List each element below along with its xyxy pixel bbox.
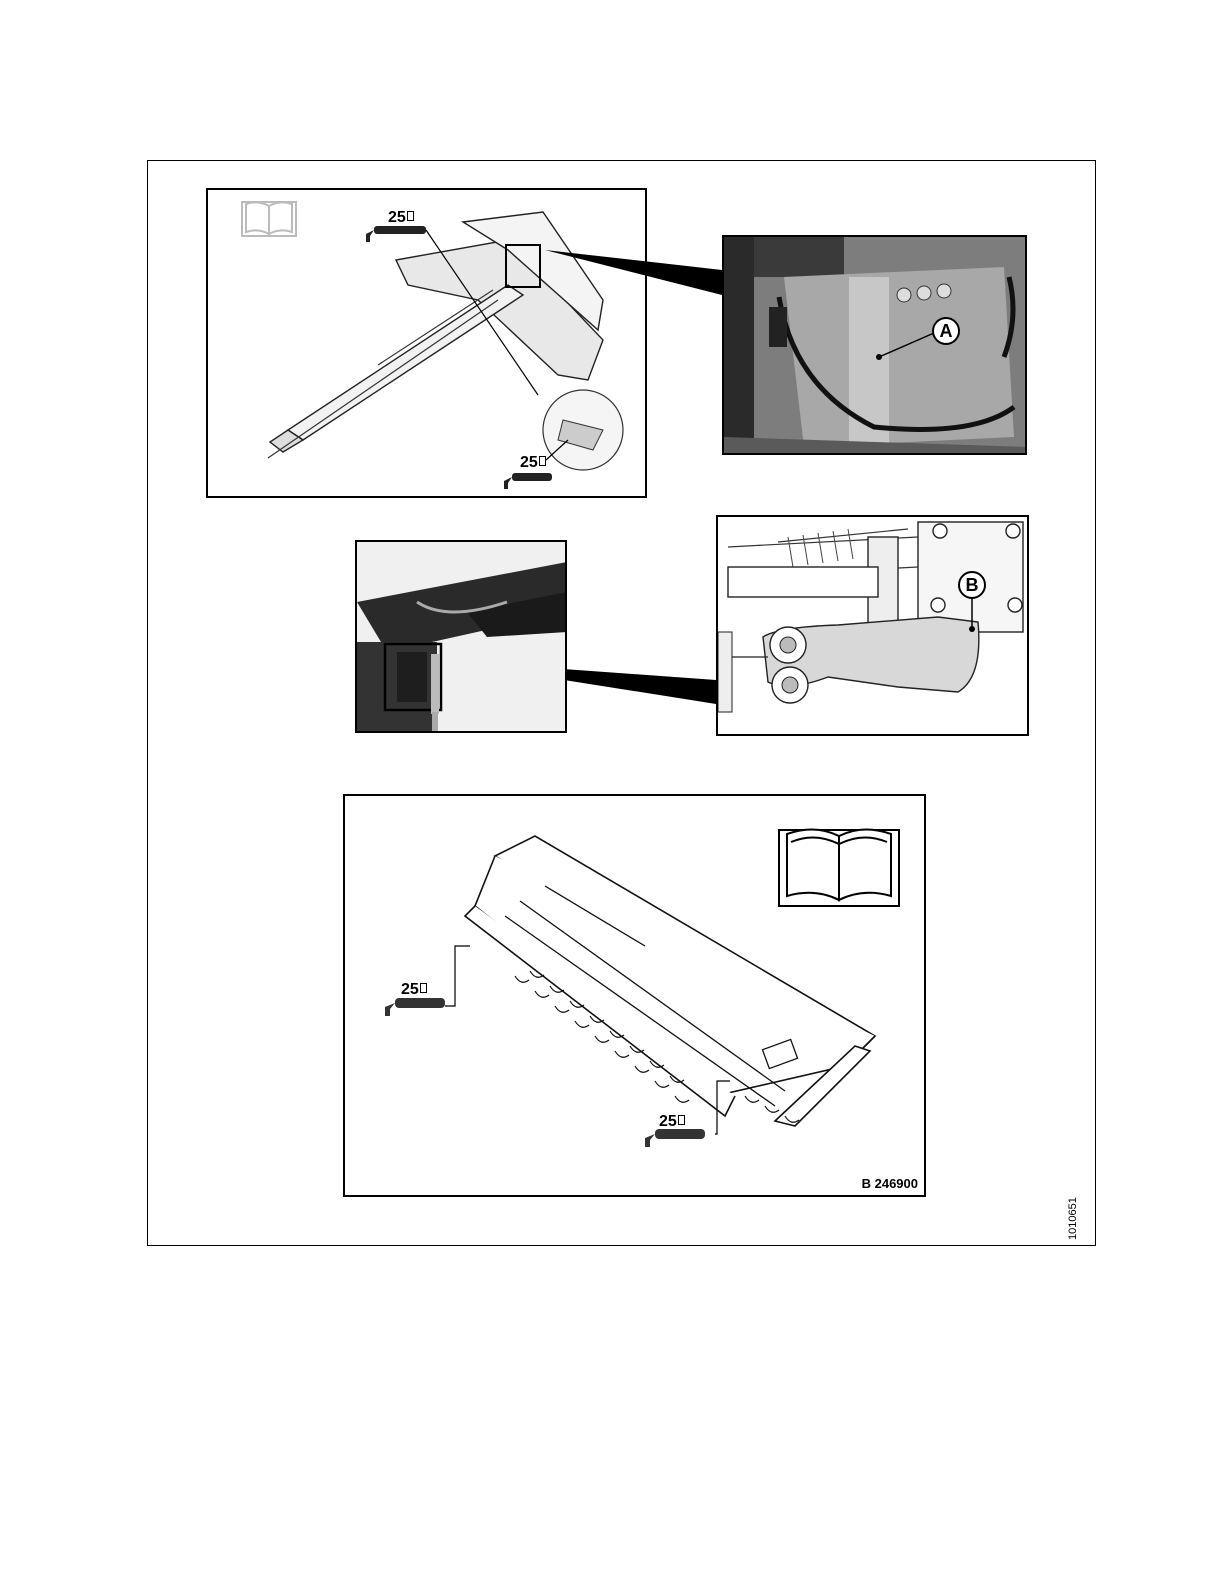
grease-gun-icon <box>385 998 445 1016</box>
document-id: 1010651 <box>1067 1197 1079 1240</box>
grease-gun-icon <box>645 1129 705 1147</box>
hourglass-icon <box>678 1115 685 1125</box>
callout-b: B <box>958 571 986 599</box>
photo-tongue-pivot <box>355 540 567 733</box>
lubrication-interval-left: 25 <box>401 982 427 998</box>
reference-code: B 246900 <box>861 1176 918 1191</box>
hourglass-icon <box>420 983 427 993</box>
drawing-grease-point-b <box>716 515 1029 736</box>
header-lubrication-drawing <box>343 794 926 1197</box>
photo-grease-point-a <box>722 235 1027 455</box>
callout-a: A <box>932 317 960 345</box>
lubrication-interval-lower: 25 <box>520 455 546 471</box>
open-book-icon <box>779 829 899 906</box>
lubrication-interval-upper: 25 <box>388 210 414 226</box>
lubrication-interval-right: 25 <box>659 1114 685 1130</box>
